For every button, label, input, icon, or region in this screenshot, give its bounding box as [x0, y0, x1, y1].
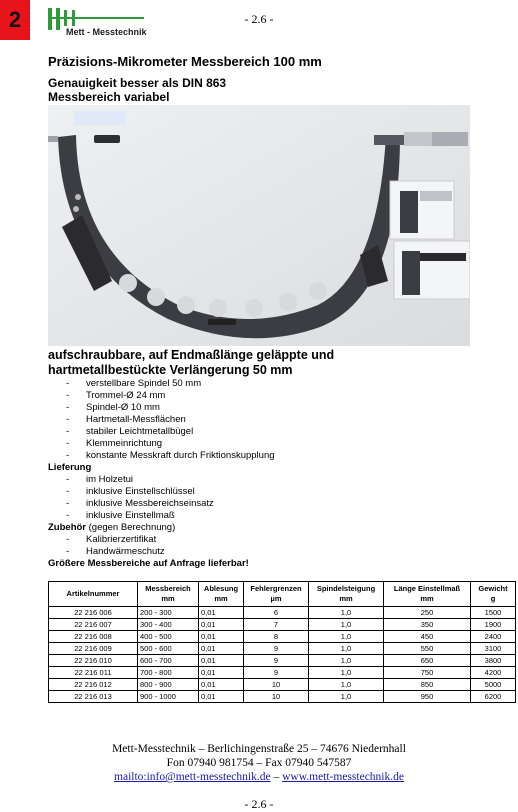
table-header-row	[49, 582, 516, 607]
email-link[interactable]: mailto:info@mett-messtechnik.de	[114, 771, 271, 783]
table-row: 22 216 010 600 - 700 0,01 9 1,0 650 3800	[49, 655, 516, 667]
delivery-list	[48, 474, 214, 522]
accessories-label: Zubehör (gegen Berechnung)	[48, 522, 176, 533]
larger-ranges-note: Größere Messbereiche auf Anfrage lieferbar!	[48, 558, 249, 569]
list-item: - inklusive Messbereichseinsatz	[66, 498, 214, 509]
table-row: 22 216 007 300 - 400 0,01 7 1,0 350 1900	[49, 619, 516, 631]
list-item: - inklusive Einstellschlüssel	[66, 486, 195, 497]
col-header-weight: Gewicht g	[471, 582, 516, 607]
website-link[interactable]: www.mett-messtechnik.de	[282, 771, 404, 783]
extension-heading-line2: hartmetallbestückte Verlängerung 50 mm	[48, 363, 293, 377]
table-row: 22 216 011 700 - 800 0,01 9 1,0 750 4200	[49, 667, 516, 679]
list-item: - verstellbare Spindel 50 mm	[66, 378, 202, 389]
accessories-list	[48, 534, 165, 558]
list-item: - Klemmeinrichtung	[66, 438, 163, 449]
spec-table	[48, 581, 516, 703]
delivery-label: Lieferung	[48, 462, 92, 473]
footer-address: Mett-Messtechnik – Berlichingenstraße 25 – 74676 Niedernhall	[112, 743, 406, 755]
col-header-range: Messbereich mm	[138, 582, 199, 607]
list-item: - Spindel-Ø 10 mm	[66, 402, 160, 413]
section-badge: 2	[0, 0, 30, 40]
list-item: - inklusive Einstellmaß	[66, 510, 175, 521]
extension-heading-line1: aufschraubbare, auf Endmaßlänge geläppte und	[48, 348, 335, 362]
col-header-pitch: Spindelsteigung mm	[309, 582, 384, 607]
footer-links: mailto:info@mett-messtechnik.de – www.mett-messtechnik.de	[114, 771, 404, 783]
list-item: - stabiler Leichtmetallbügel	[66, 426, 194, 437]
logo-text: Mett - Messtechnik	[66, 27, 147, 37]
footer-phone-fax: Fon 07940 981754 – Fax 07940 547587	[166, 757, 352, 769]
table-row: 22 216 008 400 - 500 0,01 8 1,0 450 2400	[49, 631, 516, 643]
table-row: 22 216 013 900 - 1000 0,01 10 1,0 950 6200	[49, 691, 516, 703]
subtitle-range: Messbereich variabel	[48, 90, 170, 104]
list-item: - Hartmetall-Messflächen	[66, 414, 186, 425]
col-header-setting-length: Länge Einstellmaß mm	[384, 582, 471, 607]
table-row: 22 216 012 800 - 900 0,01 10 1,0 850 5000	[49, 679, 516, 691]
extension-heading	[48, 348, 488, 378]
page-number-top: - 2.6 -	[244, 12, 274, 26]
subtitle-accuracy: Genauigkeit besser als DIN 863	[48, 76, 227, 90]
col-header-reading: Ablesung mm	[199, 582, 244, 607]
list-item: - im Holzetui	[66, 474, 133, 485]
feature-list	[48, 378, 275, 462]
list-item: - Handwärmeschutz	[66, 546, 165, 557]
list-item: - Trommel-Ø 24 mm	[66, 390, 166, 401]
table-row: 22 216 009 500 - 600 0,01 9 1,0 550 3100	[49, 643, 516, 655]
list-item: - konstante Messkraft durch Friktionskupplung	[66, 450, 275, 461]
page-number-bottom: - 2.6 -	[244, 797, 274, 811]
col-header-article: Artikelnummer	[49, 582, 138, 607]
product-photo	[48, 105, 470, 346]
list-item: - Kalibrierzertifikat	[66, 534, 157, 545]
table-row: 22 216 006 200 - 300 0,01 6 1,0 250 1500	[49, 607, 516, 619]
col-header-error-limits: Fehlergrenzen µm	[244, 582, 309, 607]
product-title: Präzisions-Mikrometer Messbereich 100 mm	[48, 54, 322, 69]
